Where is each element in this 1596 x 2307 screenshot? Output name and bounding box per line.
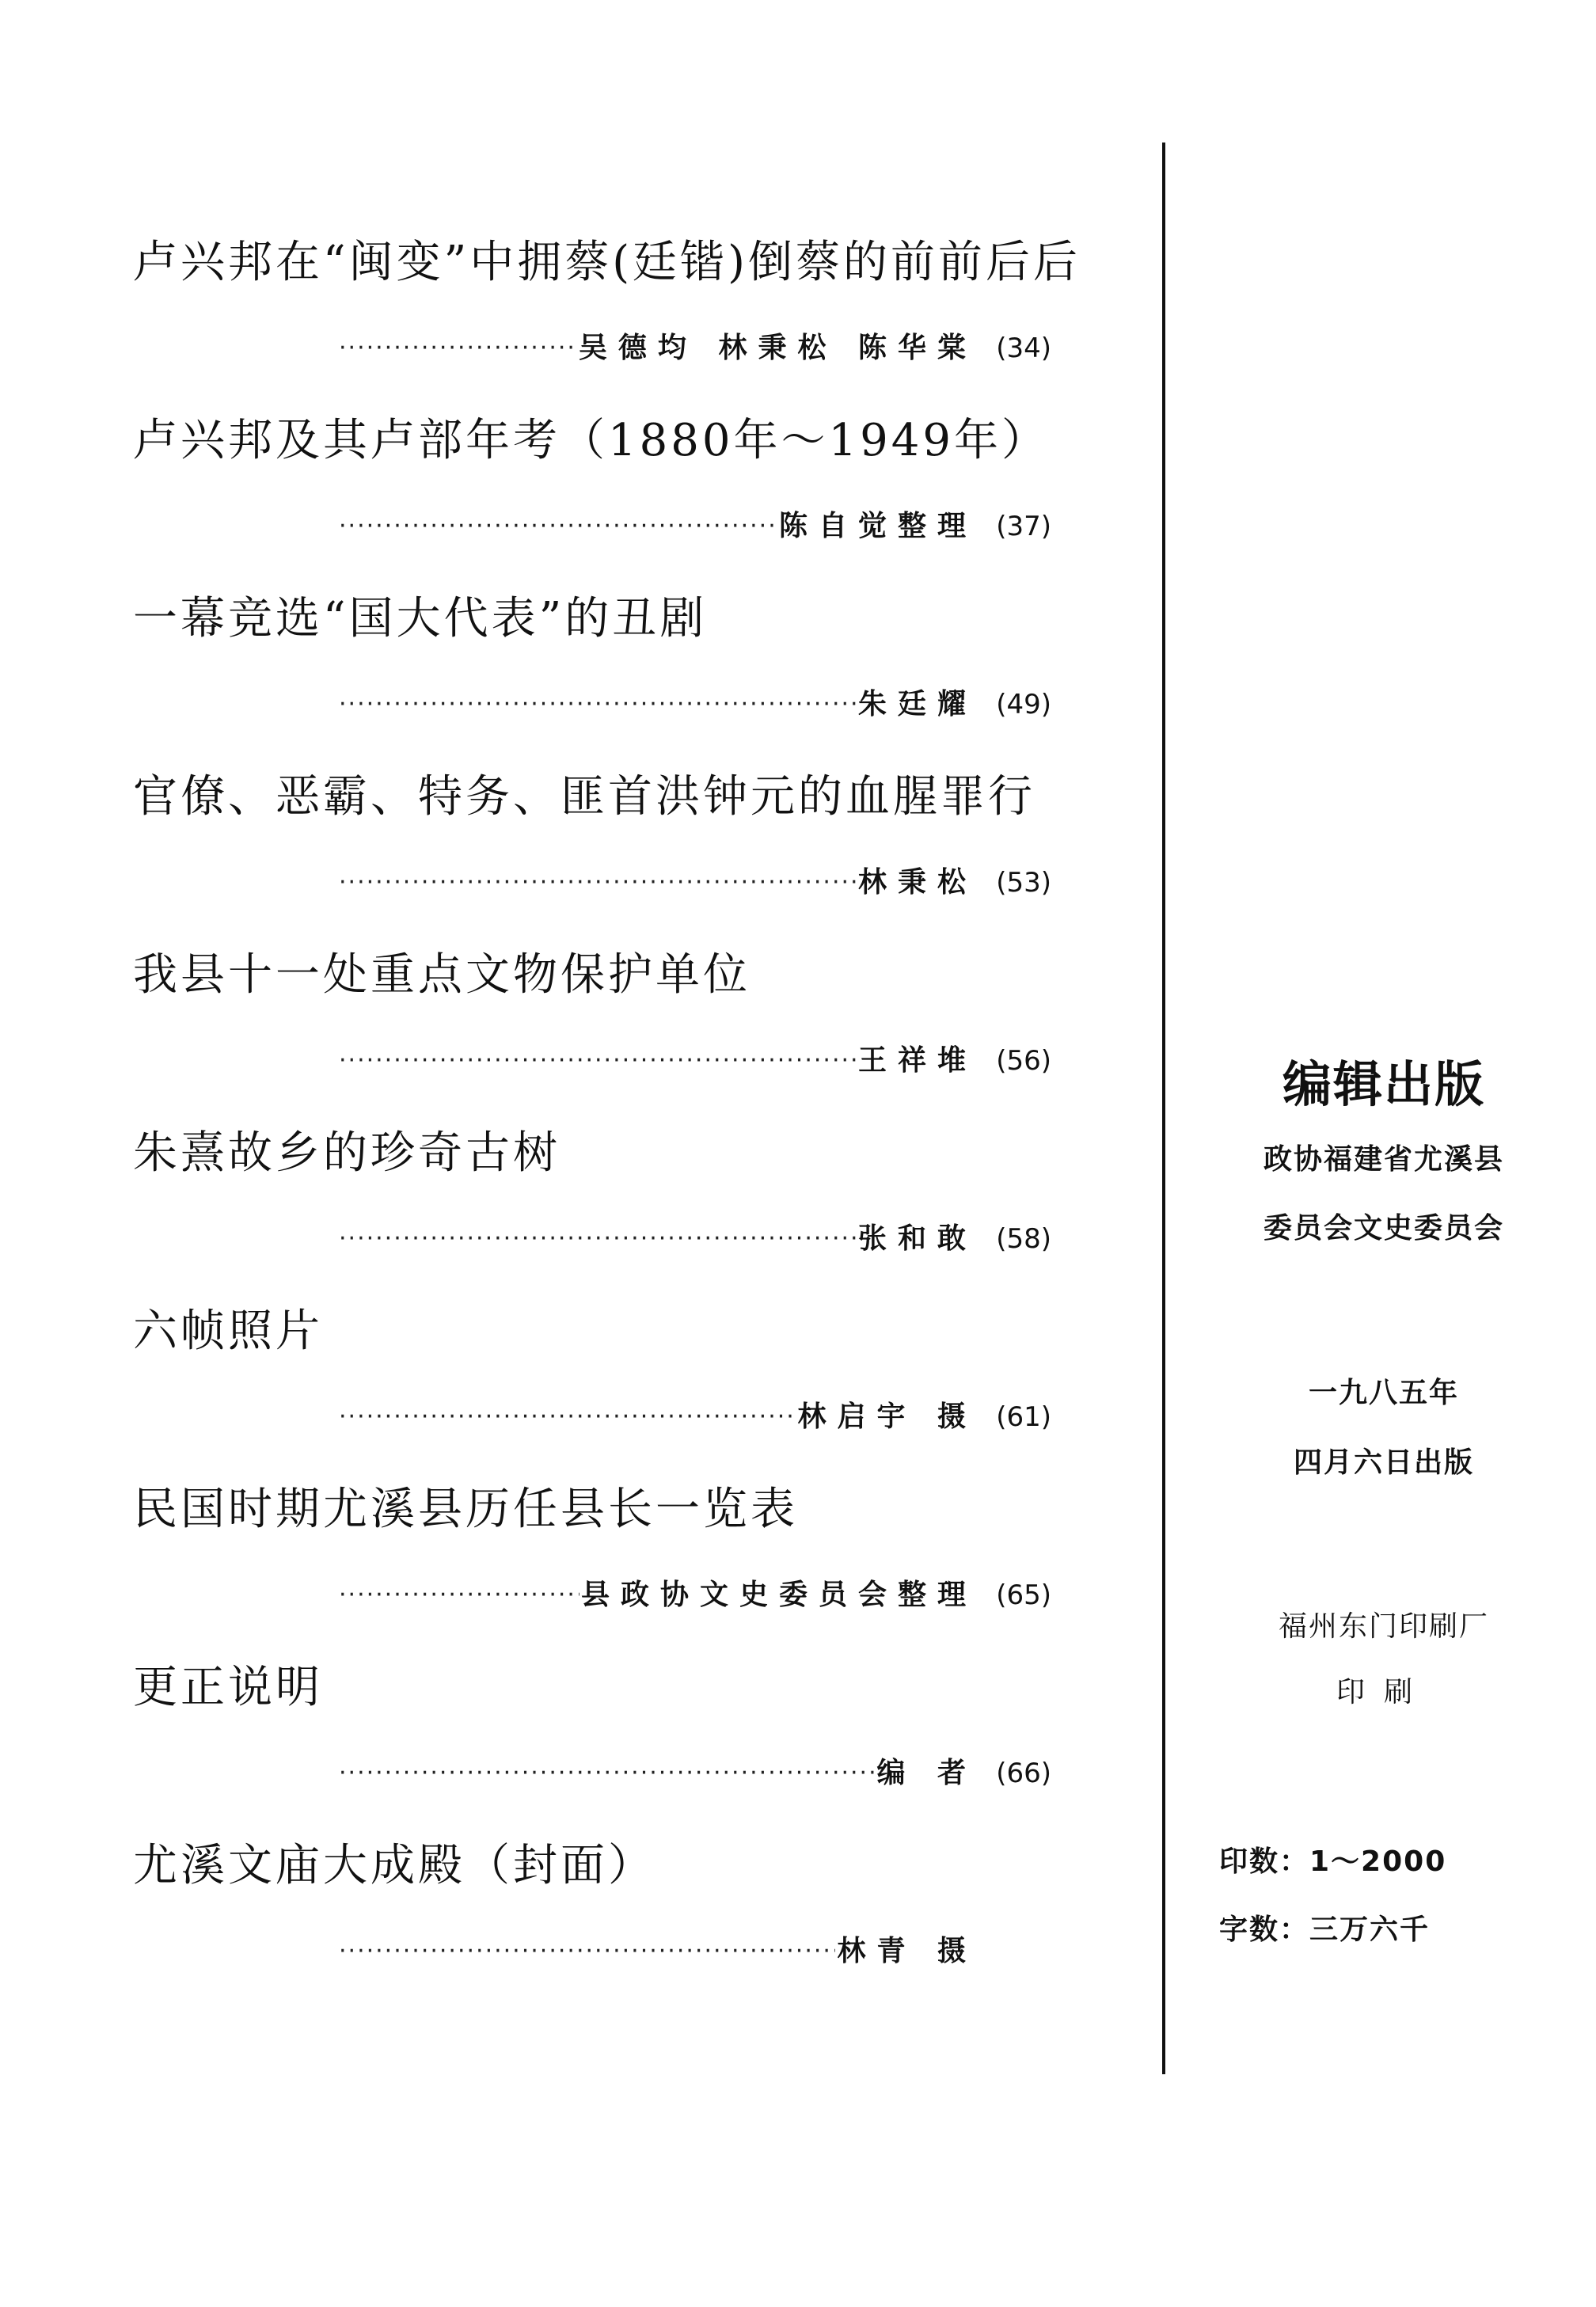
colophon-publisher-line2: 委员会文史委员会	[1263, 1212, 1504, 1245]
toc-entry-page: (61)	[996, 1401, 1051, 1433]
toc-entry	[133, 231, 1081, 409]
toc-entry-title: 六帧照片	[133, 1306, 323, 1357]
colophon-word-count: 字数：三万六千	[1219, 1914, 1431, 1946]
toc-entry-credit	[339, 681, 1051, 728]
leader-dots	[339, 1393, 796, 1441]
toc-entry-title: 民国时期尤溪县历任县长一览表	[133, 1484, 798, 1535]
toc-entry-page: (56)	[996, 1045, 1051, 1077]
toc-entry-author: 朱廷耀	[857, 688, 977, 720]
colophon-printer-line2: 印刷	[1336, 1676, 1431, 1708]
toc-entry-page: (37)	[996, 511, 1051, 542]
colophon-date-line1: 一九八五年	[1308, 1377, 1459, 1409]
toc-entry-title: 尤溪文庙大成殿（封面）	[133, 1840, 656, 1891]
toc-entry-page: (58)	[996, 1223, 1051, 1255]
toc-entry-page: (34)	[996, 333, 1051, 364]
leader-dots	[339, 1928, 835, 1975]
toc-entry	[133, 587, 1051, 766]
toc-entry-title: 卢兴邦及其卢部年考（1880年～1949年）	[133, 415, 1050, 466]
toc-entry-author: 林青 摄	[837, 1935, 977, 1967]
colophon-publisher-line1: 政协福建省尤溪县	[1263, 1143, 1504, 1176]
toc-entry-credit	[339, 1215, 1051, 1263]
toc-entry-title: 官僚、恶霸、特务、匪首洪钟元的血腥罪行	[133, 771, 1036, 823]
toc-entry-title: 朱熹故乡的珍奇古树	[133, 1127, 560, 1179]
toc-entry-page: (53)	[996, 867, 1051, 899]
toc-entry-credit	[339, 1572, 1051, 1619]
toc-entry-author: 张和敢	[857, 1222, 977, 1255]
toc-entry-title: 一幕竞选“国大代表”的丑剧	[133, 593, 708, 644]
vertical-divider	[1162, 143, 1165, 2074]
leader-dots	[339, 1037, 857, 1085]
colophon-print-run: 印数：1～2000	[1219, 1845, 1447, 1878]
toc-entry-author: 陈自觉整理	[778, 510, 977, 542]
toc-entry-title: 卢兴邦在“闽变”中拥蔡(廷锴)倒蔡的前前后后	[133, 237, 1081, 288]
toc-entry-page: (66)	[996, 1758, 1051, 1789]
toc-entry-title: 我县十一处重点文物保护单位	[133, 949, 750, 1001]
toc-entry-author: 吴德均 林秉松 陈华棠	[578, 332, 977, 364]
toc-entry-page: (65)	[996, 1579, 1051, 1611]
toc-entry-author: 林秉松	[857, 866, 977, 899]
toc-entry-author: 王祥堆	[857, 1044, 977, 1077]
toc-entry-credit	[339, 1037, 1051, 1085]
toc-entry	[133, 944, 1051, 1122]
leader-dots	[339, 325, 577, 372]
toc-entry	[133, 1478, 1051, 1656]
leader-dots	[339, 1572, 580, 1619]
colophon-printer-line1: 福州东门印刷厂	[1278, 1610, 1489, 1643]
toc-entry	[133, 1656, 1051, 1834]
toc-entry-credit	[339, 859, 1051, 906]
leader-dots	[339, 503, 777, 550]
toc-entry-credit	[339, 1928, 980, 1975]
leader-dots	[339, 1750, 875, 1797]
toc-entry-author: 县政协文史委员会整理	[580, 1579, 977, 1611]
colophon-heading: 编辑出版	[1282, 1055, 1485, 1113]
toc-entry-author: 编 者	[876, 1757, 977, 1789]
toc-entry	[133, 1122, 1051, 1300]
toc-entry-page: (49)	[996, 689, 1051, 720]
colophon-date-line2: 四月六日出版	[1293, 1446, 1474, 1479]
leader-dots	[339, 859, 857, 906]
toc-entry	[133, 1300, 1051, 1478]
toc-entry-credit	[339, 503, 1051, 550]
toc-entry-title: 更正说明	[133, 1662, 323, 1713]
toc-entry-credit	[339, 325, 1051, 372]
toc-entry-credit	[339, 1393, 1051, 1441]
table-of-contents	[133, 231, 1081, 2012]
leader-dots	[339, 681, 857, 728]
toc-entry	[133, 766, 1051, 944]
toc-entry-author: 林启宇 摄	[797, 1401, 977, 1433]
toc-entry	[133, 409, 1051, 587]
toc-entry-credit	[339, 1750, 1051, 1797]
leader-dots	[339, 1215, 857, 1263]
toc-entry	[133, 1834, 1051, 2012]
